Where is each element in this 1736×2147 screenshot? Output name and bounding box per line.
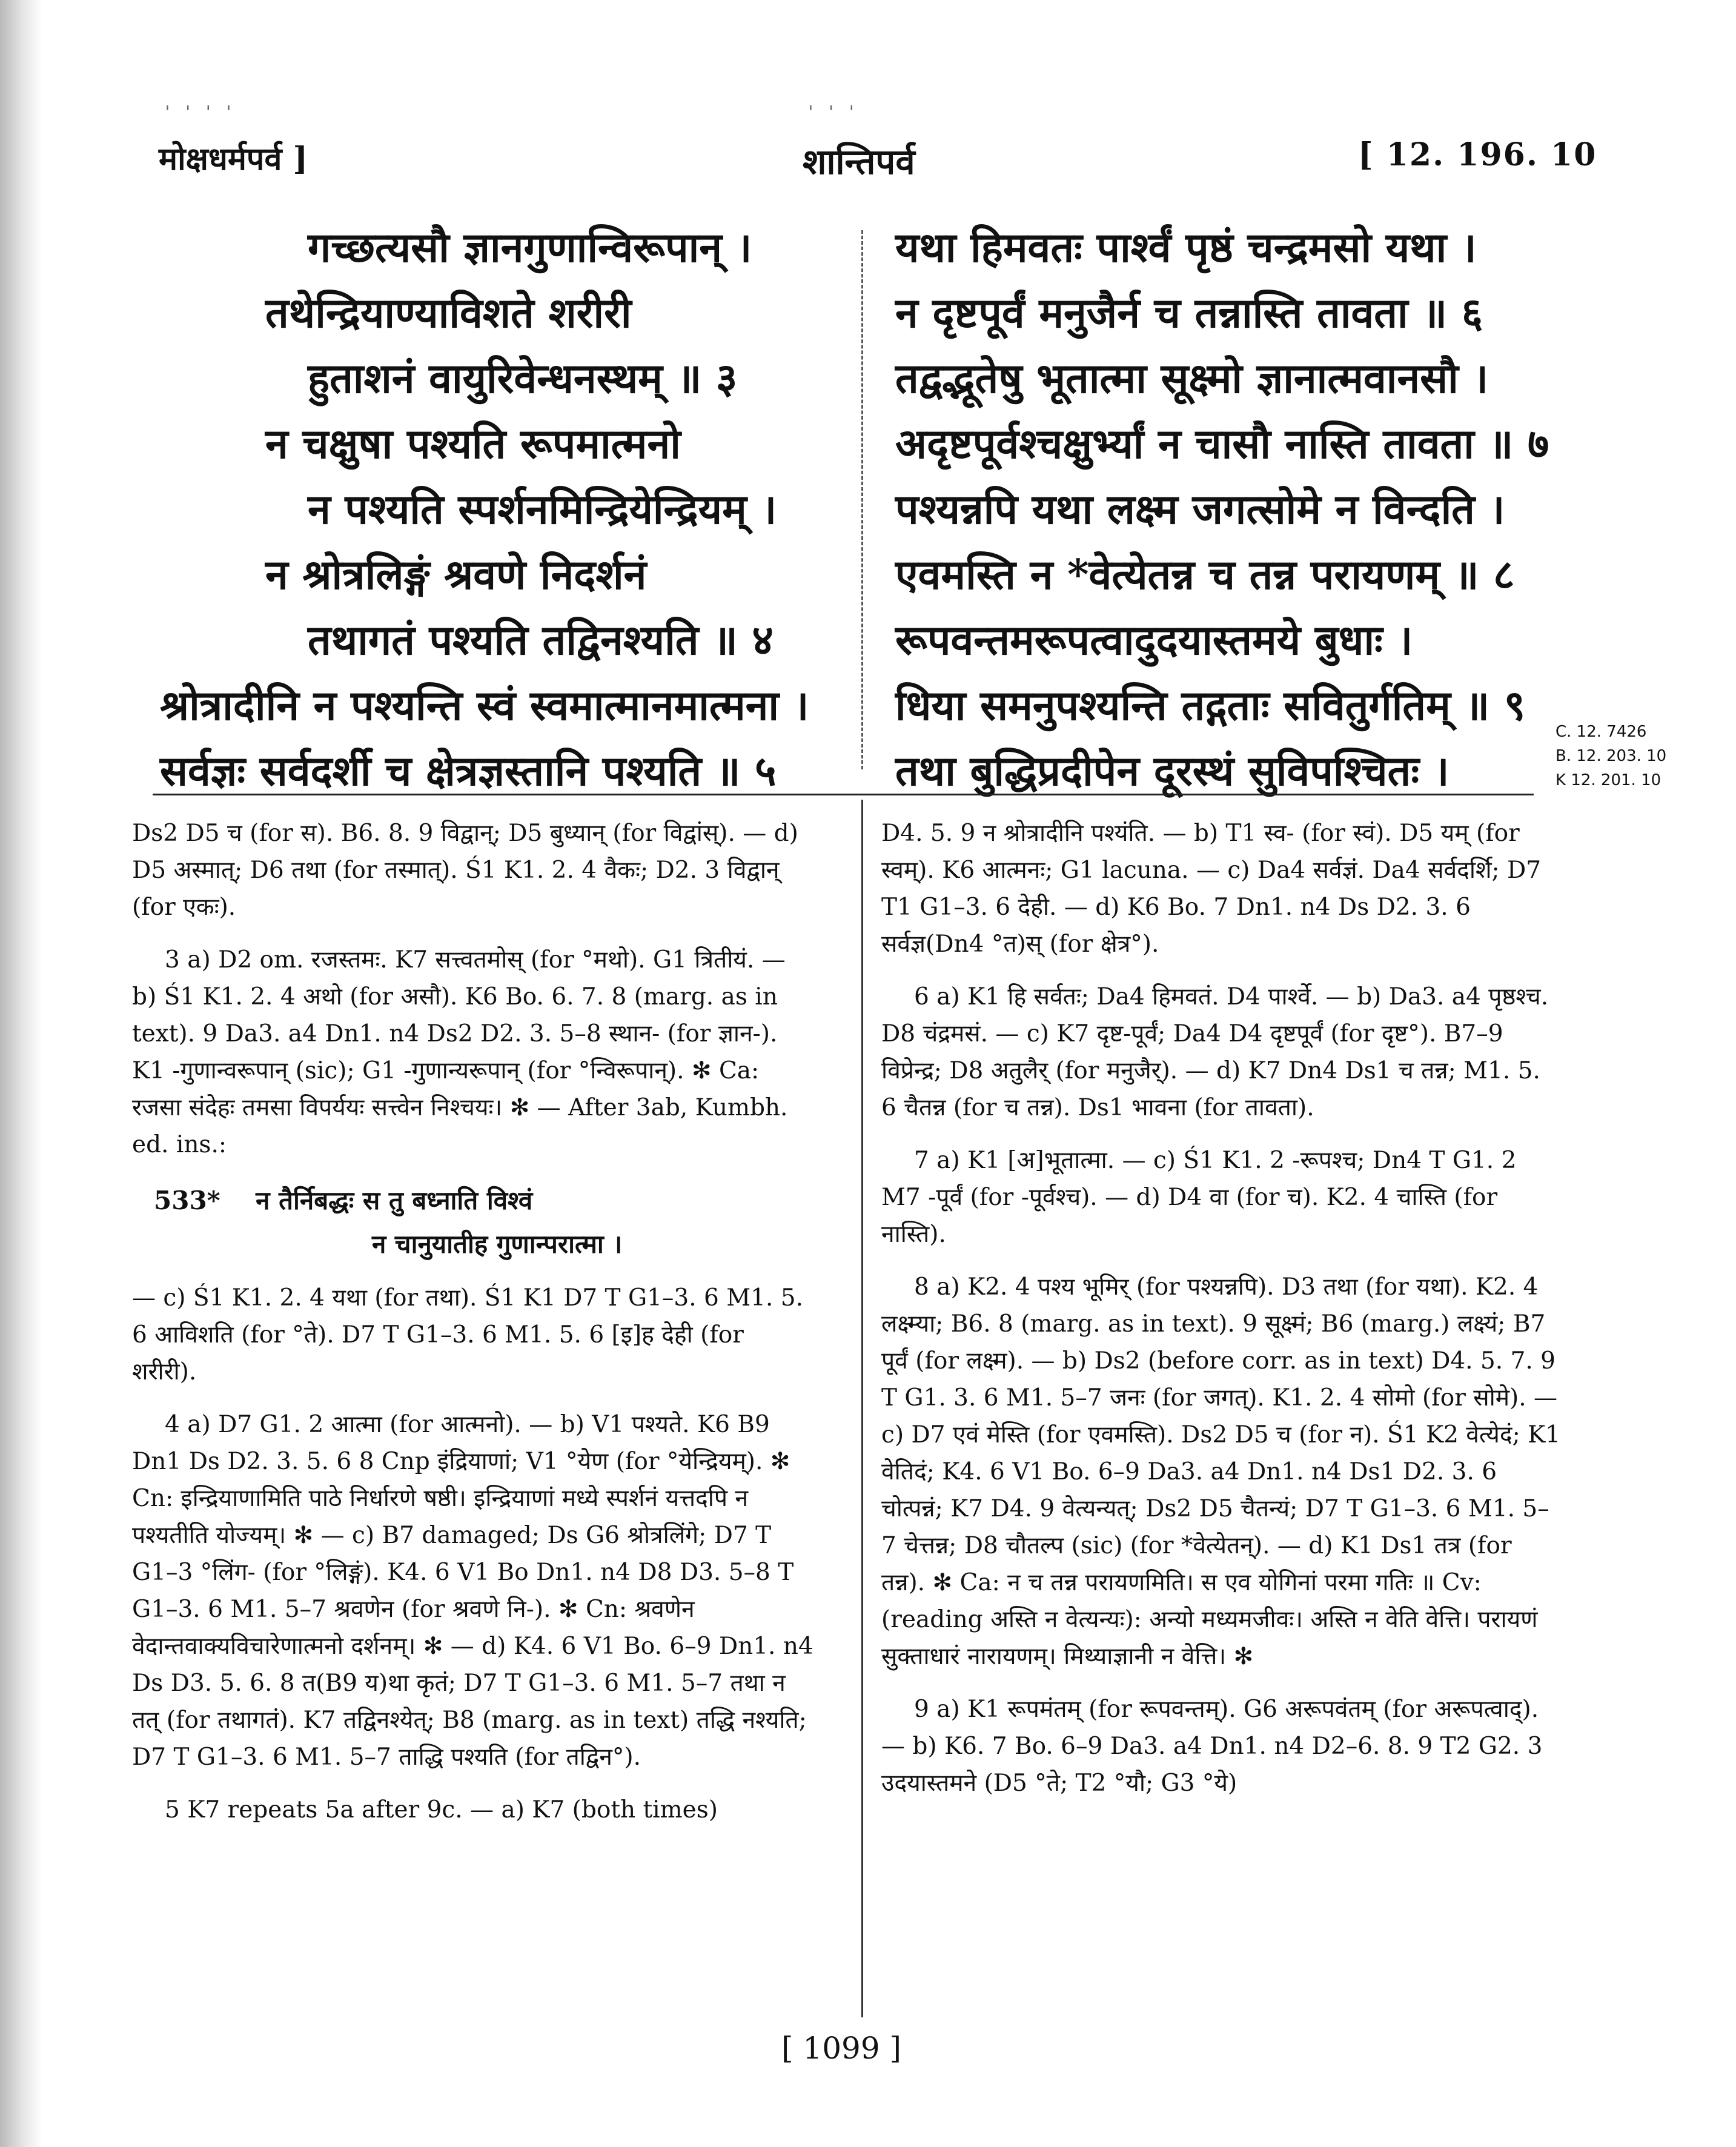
verse-line: अदृष्टपूर्वश्चक्षुर्भ्यां न चासौ नास्ति तावता ॥ ७ [895,420,1549,468]
verse-line: एवमस्ति न *वेत्येतन्न च तन्न परायणम् ॥ ८ [895,551,1515,599]
verse-line: तथेन्द्रियाण्याविशते शरीरी [265,289,632,337]
verse-line: हुताशनं वायुरिवेन्धनस्थम् ॥ ३ [308,354,738,403]
verse-line: तथा बुद्धिप्रदीपेन दूरस्थं सुविपश्चितः । [895,747,1449,795]
apparatus-note: 7 a) K1 [अ]भूतात्मा. — c) Ś1 K1. 2 -रूपश्च; Dn4 T G1. 2 M7 -पूर्वं (for -पूर्वश्च). — d) D4 वा (for च). K2. 4 चास्ति (for नास्ति). [881,1147,1517,1248]
page-number: [ 1099 ] [781,2031,902,2066]
apparatus-note: 4 a) D7 G1. 2 आत्मा (for आत्मनो). — b) V1 पश्यते. K6 B9 Dn1 Ds D2. 3. 5. 6 8 Cnp इंद्रियाणां; V1 °येण (for °येन्द्रियम्). ✻ Cn: इन्द्रियाणामिति पाठे निर्धारणे षष्ठी। इन्द्रियाणां मध्ये स्पर्शनं यत्तदपि न पश्यतीति योज्यम्। ✻ — c) B7 damaged; Ds G6 श्रोत्रलिंगे; D7 T G1–3 °लिंग- (for °लिङ्गं). K4. 6 V1 Bo Dn1. n4 D8 D3. 5–8 T G1–3. 6 M1. 5–7 श्रवणेन (for श्रवणे नि-). ✻ Cn: श्रवणेन वेदान्तवाक्यविचारेणात्मनो दर्शनम्। ✻ — d) K4. 6 V1 Bo. 6–9 Dn1. n4 Ds D3. 5. 6. 8 त(B9 य)था कृतं; D7 T G1–3. 6 M1. 5–7 तथा न तत् (for तथागतं). K7 तद्विनश्येत्; B8 (marg. as in text) तद्धि नश्यति; D7 T G1–3. 6 M1. 5–7 ताद्धि पश्यति (for तद्विन°). [132,1411,813,1771]
verse-line: न श्रोत्रलिङ्गं श्रवणे निदर्शनं [265,551,647,599]
verse-line: यथा हिमवतः पार्श्वं पृष्ठं चन्द्रमसो यथा । [895,224,1477,272]
print-specks: ' ' ' ' [162,102,234,122]
apparatus-separator-rule [153,794,1534,795]
header-verse-reference: [ 12. 196. 10 [1358,136,1597,173]
apparatus-column-divider [861,800,863,2017]
apparatus-note: D4. 5. 9 न श्रोत्रादीनि पश्यंति. — b) T1 स्व- (for स्वं). D5 यम् (for स्वम्). K6 आत्मनः; G1 lacuna. — c) Da4 सर्वज्ञं. Da4 सर्वदर्शि; D7 T1 G1–3. 6 देही. — d) K6 Bo. 7 Dn1. n4 Ds D2. 3. 6 सर्वज्ञ(Dn4 °त)स् (for क्षेत्र°). [881,820,1542,958]
apparatus-note: — c) Ś1 K1. 2. 4 यथा (for तथा). Ś1 K1 D7 T G1–3. 6 M1. 5. 6 आविशति (for °ते). D7 T G1–3. 6 M1. 5. 6 [इ]ह देही (for शरीरी). [132,1284,804,1385]
apparatus-left-column [132,815,813,1844]
additional-verse-number: 533* [154,1186,220,1215]
concordance-references [1555,720,1666,792]
header-parva-title: शान्तिपर्व [803,141,915,182]
scan-edge-shadow [0,0,42,2147]
additional-verse-533 [132,1179,813,1266]
verse-line: रूपवन्तमरूपत्वादुदयास्तमये बुधाः । [895,616,1413,665]
verse-line: गच्छत्यसौ ज्ञानगुणान्विरूपान् । [308,224,752,272]
apparatus-right-column [881,815,1563,1817]
verse-line: तथागतं पश्यति तद्विनश्यति ॥ ४ [308,616,774,665]
concordance-line: B. 12. 203. 10 [1555,747,1667,765]
verses-left-column [160,215,809,804]
apparatus-note: 6 a) K1 हि सर्वतः; Da4 हिमवतं. D4 पार्श्वे. — b) Da3. a4 पृष्ठश्च. D8 चंद्रमसं. — c) K7 दृष्ट-पूर्वं; Da4 D4 दृष्टपूर्वं (for दृष्ट°). B7–9 विप्रेन्द्र; D8 अतुलैर् (for मनुजैर्). — d) K7 Dn4 Ds1 च तन्न; M1. 5. 6 चैतन्न (for च तन्न). Ds1 भावना (for तावता). [881,983,1549,1121]
verse-line: श्रोत्रादीनि न पश्यन्ति स्वं स्वमात्मानमात्मना । [160,682,809,730]
verse-line: पश्यन्नपि यथा लक्ष्म जगत्सोमे न विन्दति । [895,485,1505,534]
apparatus-note: Ds2 D5 च (for स). B6. 8. 9 विद्वान्; D5 बुध्यान् (for विद्वांस्). — d) D5 अस्मात्; D6 तथा (for तस्मात्). Ś1 K1. 2. 4 वैकः; D2. 3 विद्वान् (for एकः). [132,820,798,921]
verse-line: न दृष्टपूर्वं मनुजैर्न च तन्नास्ति तावता ॥ ६ [895,289,1483,337]
apparatus-note: 5 K7 repeats 5a after 9c. — a) K7 (both times) [165,1796,718,1823]
concordance-line: C. 12. 7426 [1555,723,1647,741]
verses-right-column [895,215,1549,804]
verse-line: तद्वद्भूतेषु भूतात्मा सूक्ष्मो ज्ञानात्मवानसौ । [895,354,1489,403]
apparatus-note: 9 a) K1 रूपमंतम् (for रूपवन्तम्). G6 अरूपवंतम् (for अरूपत्वाद्). — b) K6. 7 Bo. 6–9 Da3. a4 Dn1. n4 D2–6. 8. 9 T2 G2. 3 उदयास्तमने (D5 °ते; T2 °यौ; G3 °ये) [881,1696,1543,1797]
additional-verse-line: न तैर्निबद्धः स तु बध्नाति विश्वं [256,1186,533,1215]
verse-line: न चक्षुषा पश्यति रूपमात्मनो [265,420,681,468]
concordance-line: K 12. 201. 10 [1555,771,1661,789]
additional-verse-line: न चानुयातीह गुणान्परात्मा । [372,1229,623,1259]
apparatus-note: 8 a) K2. 4 पश्य भूमिर् (for पश्यन्नपि). D3 तथा (for यथा). K2. 4 लक्ष्म्या; B6. 8 (marg. as in text). 9 सूक्ष्मं; B6 (marg.) लक्ष्यं; B7 पूर्वं (for लक्ष्म). — b) Ds2 (before corr. as in text) D4. 5. 7. 9 T G1. 3. 6 M1. 5–7 जनः (for जगत्). K1. 2. 4 सोमो (for सोमे). — c) D7 एवं मेस्ति (for एवमस्ति). Ds2 D5 च (for न). Ś1 K2 वेत्येदं; K1 वेतिदं; K4. 6 V1 Bo. 6–9 Da3. a4 Dn1. n4 Ds1 D2. 3. 6 चोत्पन्नं; K7 D4. 9 वेत्यन्यत्; Ds2 D5 चैतन्यं; D7 T G1–3. 6 M1. 5–7 चेत्तन्न; D8 चौतल्प (sic) (for *वेत्येतन्). — d) K1 Ds1 तत्र (for तन्न). ✻ Ca: न च तन्न परायणमिति। स एव योगिनां परमा गतिः ॥ Cv: (reading अस्ति न वेत्यन्यः): अन्यो मध्यमजीवः। अस्ति न वेति वेत्ति। परायणं सुक्ताधारं नारायणम्। मिथ्याज्ञानी न वेत्ति। ✻ [881,1273,1561,1670]
print-specks: ' ' ' [806,102,857,122]
verse-line: सर्वज्ञः सर्वदर्शी च क्षेत्रज्ञस्तानि पश्यति ॥ ५ [160,747,777,795]
verse-line: धिया समनुपश्यन्ति तद्गताः सवितुर्गतिम् ॥ ९ [895,682,1526,730]
verse-column-divider [861,230,863,769]
verse-line: न पश्यति स्पर्शनमिन्द्रियेन्द्रियम् । [308,485,777,534]
apparatus-note: 3 a) D2 om. रजस्तमः. K7 सत्त्वतमोस् (for °मथो). G1 त्रितीयं. — b) Ś1 K1. 2. 4 अथो (for असौ). K6 Bo. 6. 7. 8 (marg. as in text). 9 Da3. a4 Dn1. n4 Ds2 D2. 3. 5–8 स्थान- (for ज्ञान-). K1 -गुणान्वरूपान् (sic); G1 -गुणान्यरूपान् (for °न्विरूपान्). ✻ Ca: रजसा संदेहः तमसा विपर्ययः सत्त्वेन निश्चयः। ✻ — After 3ab, Kumbh. ed. ins.: [132,946,788,1158]
header-section-title: मोक्षधर्मपर्व ] [159,141,308,178]
